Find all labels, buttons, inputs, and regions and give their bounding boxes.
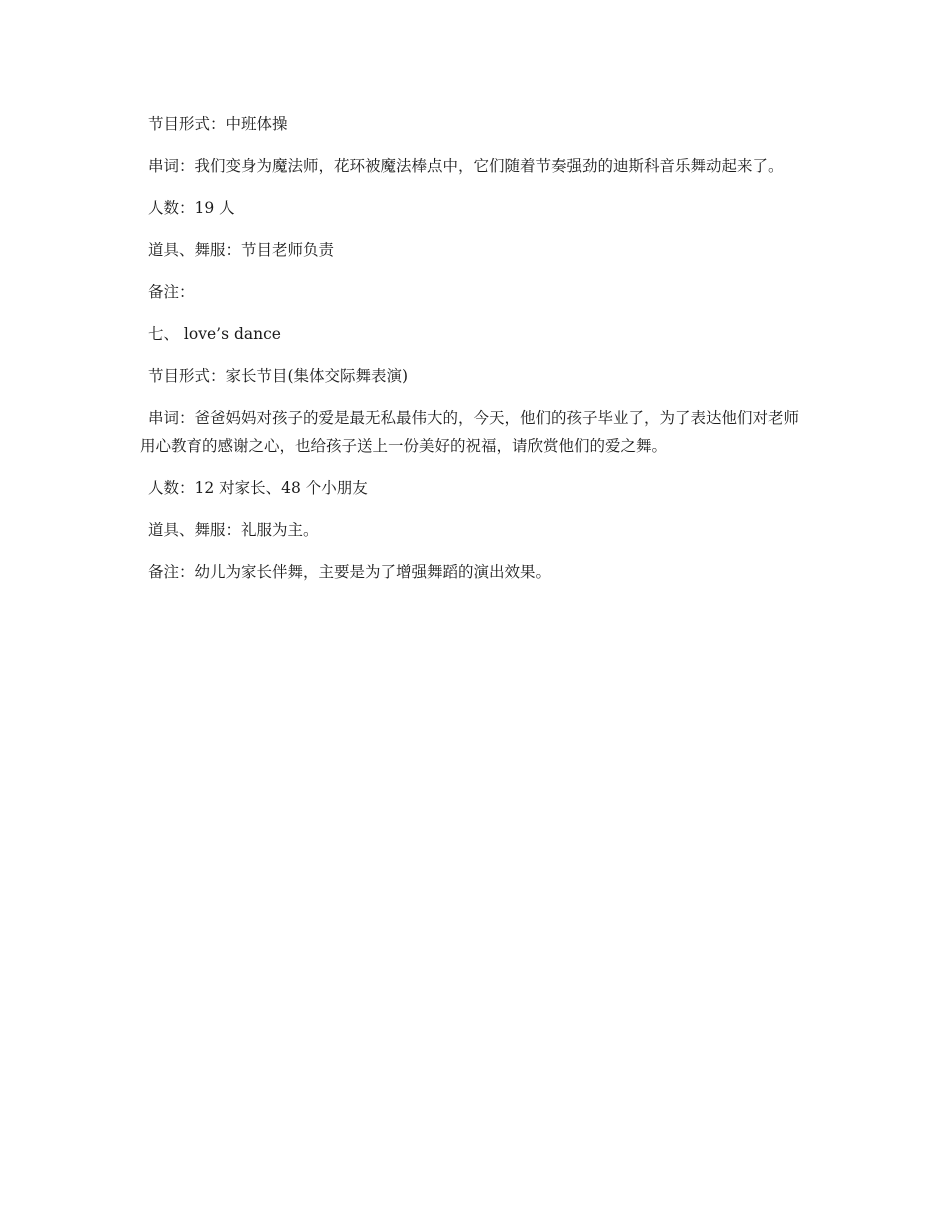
host-script-paragraph: 串词：我们变身为魔法师，花环被魔法棒点中，它们随着节奏强劲的迪斯科音乐舞动起来了。 — [148, 157, 784, 175]
participant-count-line: 人数：12 对家长、48 个小朋友 — [148, 479, 368, 497]
section-heading: 七、 love’s dance — [148, 325, 281, 343]
remarks-line: 备注： — [148, 283, 195, 301]
props-costume-line: 道具、舞服：节目老师负责 — [148, 241, 335, 259]
remarks-line: 备注：幼儿为家长伴舞，主要是为了增强舞蹈的演出效果。 — [148, 563, 552, 581]
program-format-line: 节目形式：中班体操 — [148, 115, 288, 133]
document-page — [140, 110, 805, 600]
props-costume-line: 道具、舞服：礼服为主。 — [148, 521, 319, 539]
host-script-paragraph: 串词：爸爸妈妈对孩子的爱是最无私最伟大的，今天，他们的孩子毕业了，为了表达他们对老师用心教育的感谢之心，也给孩子送上一份美好的祝福，请欣赏他们的爱之舞。 — [140, 409, 800, 455]
program-format-line: 节目形式：家长节目(集体交际舞表演) — [148, 367, 409, 385]
participant-count-line: 人数：19 人 — [148, 199, 235, 217]
